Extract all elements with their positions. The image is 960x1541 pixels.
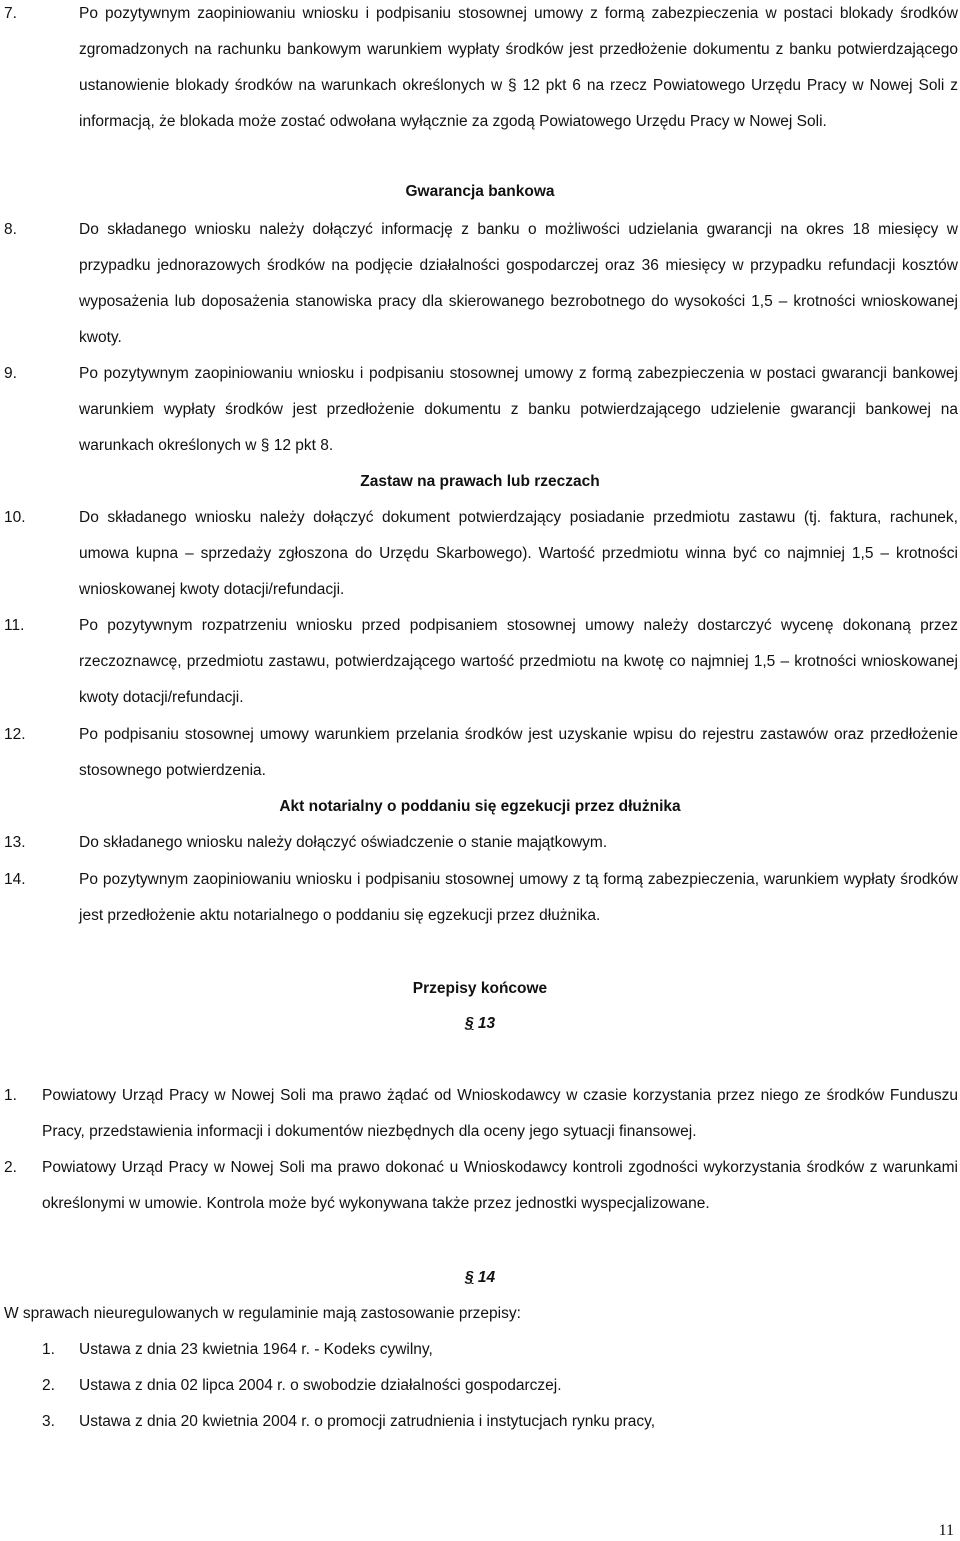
section-14 (0, 1266, 960, 1290)
section-number: 14 (477, 1269, 496, 1286)
section-symbol: § (464, 1015, 474, 1032)
paragraph-number: 11. (4, 617, 25, 634)
paragraph-number: 2. (4, 1159, 17, 1176)
intro-text: W sprawach nieuregulowanych w regulaminie mają zastosowanie przepisy: (4, 1305, 521, 1322)
law-text: Ustawa z dnia 20 kwietnia 2004 r. o promocji zatrudnienia i instytucjach rynku pracy, (79, 1413, 656, 1430)
paragraph-text: Powiatowy Urząd Pracy w Nowej Soli ma prawo dokonać u Wnioskodawcy kontroli zgodności wykorzystania środków z warunkami określonymi w umowie. Kontrola może być wykonywana także przez jednostki wyspecjalizowane. (42, 1159, 958, 1212)
law-number: 1. (42, 1341, 55, 1358)
paragraph-number: 10. (4, 509, 26, 526)
heading-akt-notarialny: Akt notarialny o poddaniu się egzekucji przez dłużnika (279, 798, 681, 815)
law-number: 2. (42, 1377, 55, 1394)
heading-przepisy-koncowe: Przepisy końcowe (412, 980, 548, 997)
paragraph-number: 9. (4, 365, 17, 382)
section-13 (0, 1012, 960, 1036)
paragraph-number: 1. (4, 1087, 17, 1104)
paragraph-text: Powiatowy Urząd Pracy w Nowej Soli ma prawo żądać od Wnioskodawcy w czasie korzystania przez niego ze środków Funduszu Pracy, przedstawienia informacji i dokumentów niezbędnych dla oceny jego sytuacji finansowej. (42, 1087, 958, 1140)
paragraph-text: Do składanego wniosku należy dołączyć dokument potwierdzający posiadanie przedmiotu zastawu (tj. faktura, rachunek, umowa kupna – sprzedaży zgłoszona do Urzędu Skarbowego). Wartość przedmiotu winna być co najmniej 1,5 – krotności wnioskowanej kwoty dotacji/refundacji. (79, 509, 958, 598)
paragraph-number: 13. (4, 834, 26, 851)
paragraph-text: Po pozytywnym zaopiniowaniu wniosku i podpisaniu stosownej umowy z tą formą zabezpieczenia, warunkiem wypłaty środków jest przedłożenie aktu notarialnego o poddaniu się egzekucji przez dłużnika. (79, 871, 958, 924)
law-text: Ustawa z dnia 02 lipca 2004 r. o swobodzie działalności gospodarczej. (79, 1377, 562, 1394)
paragraph-text: Do składanego wniosku należy dołączyć informację z banku o możliwości udzielania gwarancji na okres 18 miesięcy w przypadku jednorazowych środków na podjęcie działalności gospodarczej oraz 36 miesięcy w przypadku refundacji kosztów wyposażenia lub doposażenia stanowiska pracy dla skierowanego bezrobotnego do wysokości 1,5 – krotności wnioskowanej kwoty. (79, 221, 958, 346)
heading-gwarancja-bankowa: Gwarancja bankowa (405, 183, 555, 200)
paragraph-text: Po pozytywnym zaopiniowaniu wniosku i podpisaniu stosownej umowy z formą zabezpieczenia w postaci gwarancji bankowej warunkiem wypłaty środków jest przedłożenie dokumentu z banku potwierdzającego udzielenie gwarancji bankowej na warunkach określonych w § 12 pkt 8. (79, 365, 958, 454)
paragraph-text: Do składanego wniosku należy dołączyć oświadczenie o stanie majątkowym. (79, 834, 608, 851)
page-number: 11 (938, 1522, 954, 1539)
paragraph-number: 14. (4, 871, 26, 888)
paragraph-number: 8. (4, 221, 17, 238)
law-number: 3. (42, 1413, 55, 1430)
paragraph-text: Po podpisaniu stosownej umowy warunkiem przelania środków jest uzyskanie wpisu do rejestru zastawów oraz przedłożenie stosownego potwierdzenia. (79, 726, 958, 779)
heading-zastaw: Zastaw na prawach lub rzeczach (360, 473, 600, 490)
section-number: 13 (477, 1015, 496, 1032)
paragraph-number: 7. (4, 5, 17, 22)
paragraph-text: Po pozytywnym zaopiniowaniu wniosku i podpisaniu stosownej umowy z formą zabezpieczenia w postaci blokady środków zgromadzonych na rachunku bankowym warunkiem wypłaty środków jest przedłożenie dokumentu z banku potwierdzającego ustanowienie blokady środków na warunkach określonych w § 12 pkt 6 na rzecz Powiatowego Urzędu Pracy w Nowej Soli z informacją, że blokada może zostać odwołana wyłącznie za zgodą Powiatowego Urzędu Pracy w Nowej Soli. (79, 5, 958, 130)
section-symbol: § (464, 1269, 474, 1286)
paragraph-text: Po pozytywnym rozpatrzeniu wniosku przed podpisaniem stosownej umowy należy dostarczyć wycenę dokonaną przez rzeczoznawcę, przedmiotu zastawu, potwierdzającego wartość przedmiotu na kwotę co najmniej 1,5 – krotności wnioskowanej kwoty dotacji/refundacji. (79, 617, 958, 706)
paragraph-number: 12. (4, 726, 26, 743)
law-text: Ustawa z dnia 23 kwietnia 1964 r. - Kodeks cywilny, (79, 1341, 433, 1358)
